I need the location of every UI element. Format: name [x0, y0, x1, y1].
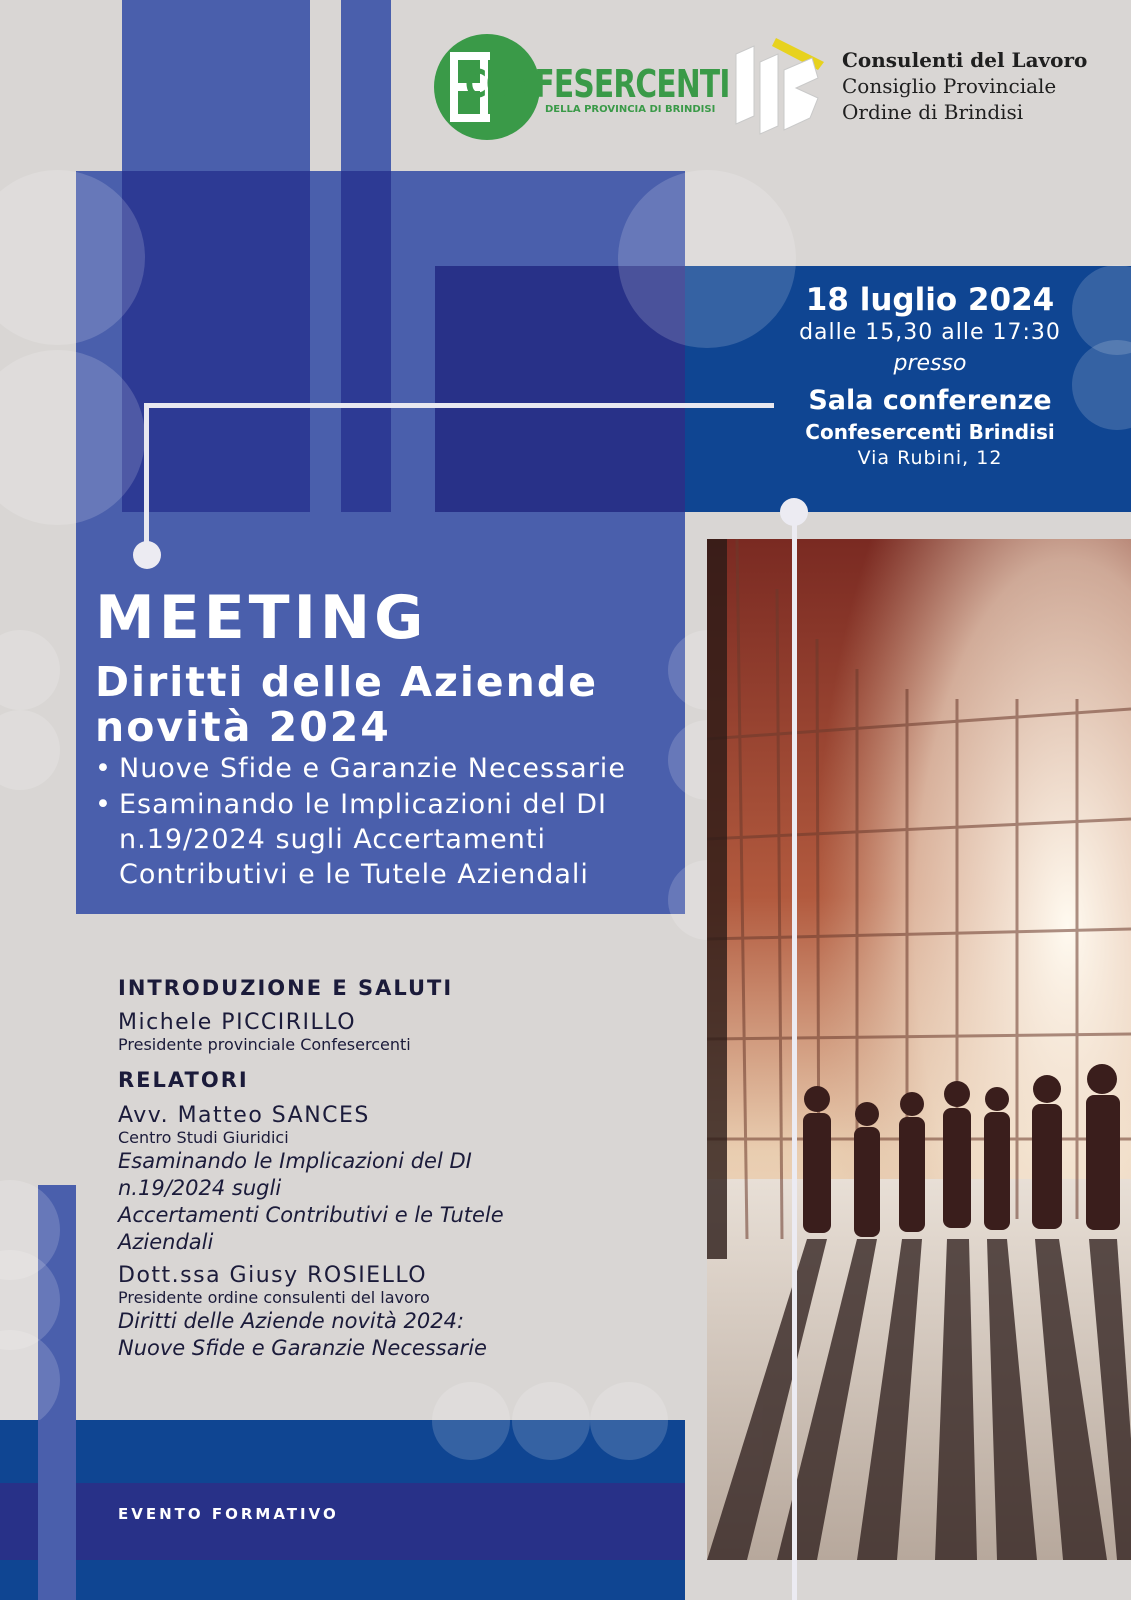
meeting-title	[95, 660, 598, 750]
footer-band-dark	[0, 1483, 685, 1560]
venue-organization: Confesercenti Brindisi	[805, 420, 1055, 444]
meeting-bullet	[95, 787, 659, 892]
bg-stripe-bottom-left-overlay	[38, 1420, 76, 1600]
event-date: 18 luglio 2024	[805, 282, 1055, 318]
confesercenti-subtitle: DELLA PROVINCIA DI BRINDISI	[545, 104, 716, 115]
event-time: dalle 15,30 alle 17:30	[799, 320, 1061, 345]
speaker-name: Dott.ssa Giusy ROSIELLO	[118, 1263, 428, 1288]
speaker-name: Avv. Matteo SANCES	[118, 1103, 370, 1128]
venue-name: Sala conferenze	[808, 385, 1052, 416]
deco-circle	[0, 710, 60, 790]
bullet-dot: •	[95, 753, 112, 784]
event-presso: presso	[893, 351, 967, 376]
meeting-bullet-text: Esaminando le Implicazioni del DI n.19/2024 sugli Accertamenti Contributivi e le Tutele Aziendali	[119, 789, 607, 890]
connector-line-vertical-left	[144, 403, 149, 553]
bullet-dot: •	[95, 789, 112, 820]
intro-speaker-role: Presidente provinciale Confesercenti	[118, 1035, 411, 1054]
meeting-title-line-2: novità 2024	[95, 703, 391, 751]
event-photo	[707, 539, 1131, 1560]
venue-address: Via Rubini, 12	[857, 447, 1003, 469]
connector-line-horizontal	[146, 403, 774, 408]
meeting-title-line-1: Diritti delle Aziende	[95, 658, 599, 706]
speakers-heading: RELATORI	[118, 1068, 249, 1092]
deco-circle	[590, 1382, 668, 1460]
connector-dot-right	[780, 498, 808, 526]
consulenti-line-2: Consiglio Provinciale	[842, 74, 1057, 98]
speaker-topic-line: Esaminando le Implicazioni del DI	[118, 1149, 472, 1173]
footer-label: EVENTO FORMATIVO	[118, 1505, 339, 1523]
meeting-label: MEETING	[95, 583, 428, 653]
speaker-topic-line: n.19/2024 sugli	[118, 1176, 282, 1200]
consulenti-emblem	[732, 34, 828, 138]
meeting-bullet-text: Nuove Sfide e Garanzie Necessarie	[119, 753, 626, 784]
speaker-topic-line: Accertamenti Contributivi e le Tutele	[118, 1203, 504, 1227]
meeting-bullet	[95, 751, 679, 786]
speaker-topic	[118, 1148, 558, 1256]
bg-block-darker-2	[341, 171, 391, 512]
consulenti-line-3: Ordine di Brindisi	[842, 100, 1024, 124]
speaker-topic-line: Nuove Sfide e Garanzie Necessarie	[118, 1336, 487, 1360]
deco-circle	[432, 1382, 510, 1460]
consulenti-line-1: Consulenti del Lavoro	[842, 48, 1088, 72]
speaker-topic-line: Aziendali	[118, 1230, 214, 1254]
speaker-role: Presidente ordine consulenti del lavoro	[118, 1288, 430, 1307]
intro-speaker-name: Michele PICCIRILLO	[118, 1010, 357, 1035]
connector-line-vertical-right	[792, 512, 797, 1600]
bg-block-darker-1	[122, 171, 310, 512]
confesercenti-name: CONFESERCENTI	[465, 62, 730, 106]
intro-heading: INTRODUZIONE E SALUTI	[118, 976, 454, 1000]
deco-circle	[512, 1382, 590, 1460]
connector-dot-left	[133, 541, 161, 569]
speaker-topic-line: Diritti delle Aziende novità 2024:	[118, 1309, 465, 1333]
speaker-role: Centro Studi Giuridici	[118, 1128, 289, 1147]
speaker-topic	[118, 1308, 558, 1362]
deco-circle	[0, 630, 60, 710]
